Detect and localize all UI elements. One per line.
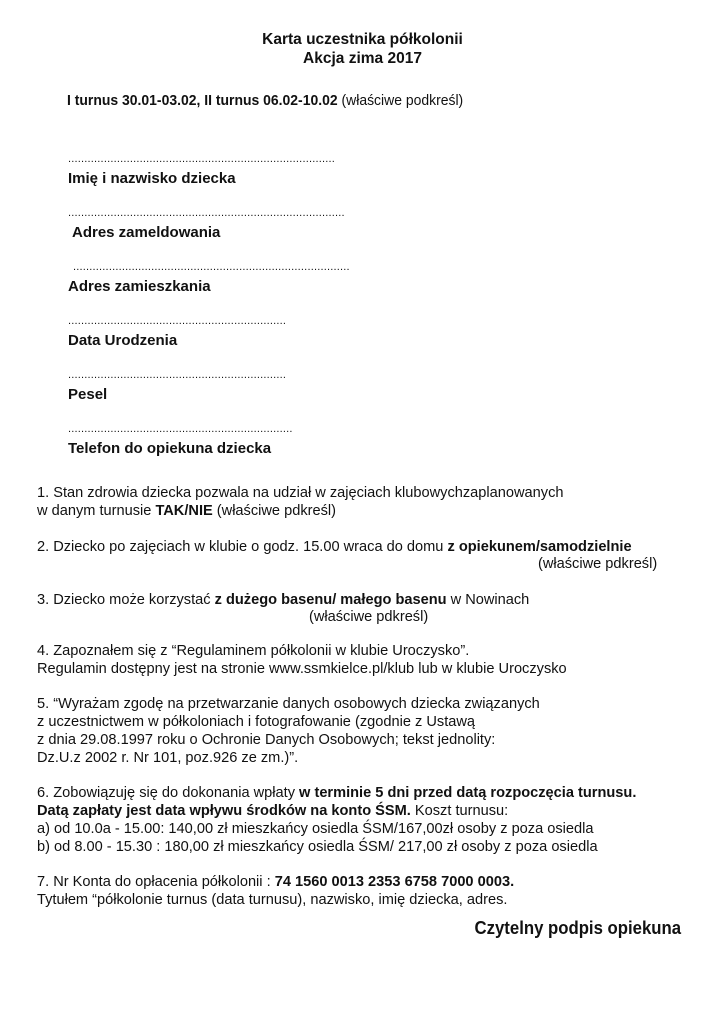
point-4-line-2: Regulamin dostępny jest na stronie www.ssmkielce.pl/klub lub w klubie Uroczysko (37, 661, 567, 677)
point-6-cost-heading: Koszt turnusu: (410, 803, 509, 819)
registered-address-input-line[interactable]: ..................................................................................... (68, 207, 345, 219)
point-6-option-a: a) od 10.0a - 15.00: 140,00 zł mieszkańcy osiedla ŚSM/167,00zł osoby z poza osiedla (37, 821, 594, 837)
point-3-note: (właściwe pdkreśl) (309, 609, 429, 625)
turnus-note: (właściwe podkreśl) (341, 92, 464, 109)
point-5-line-4: Dz.U.z 2002 r. Nr 101, poz.926 ze zm.)”. (37, 750, 299, 766)
guardian-phone-label: Telefon do opiekuna dziecka (68, 440, 272, 457)
point-2-text: 2. Dziecko po zajęciach w klubie o godz. 15.00 wraca do domu (37, 539, 448, 555)
point-6-payment-date: Datą zapłaty jest data wpływu środków na konto ŚSM. (37, 803, 411, 819)
point-2-note: (właściwe pdkreśl) (538, 556, 658, 572)
point-7-line-2: Tytułem “półkolonie turnus (data turnusu), nazwisko, imię dziecka, adres. (37, 892, 508, 908)
registered-address-label: Adres zameldowania (72, 224, 221, 241)
birth-date-input-line[interactable]: ................................................................... (68, 315, 287, 327)
point-1-line-2 (37, 502, 336, 520)
residence-address-label: Adres zamieszkania (68, 278, 211, 295)
pesel-input-line[interactable]: ................................................................... (68, 369, 287, 381)
point-6-line-1 (37, 784, 636, 802)
point-6-option-b: b) od 8.00 - 15.30 : 180,00 zł mieszkańcy osiedla ŚSM/ 217,00 zł osoby z poza osiedla (37, 839, 598, 855)
birth-date-label: Data Urodzenia (68, 332, 178, 349)
name-label: Imię i nazwisko dziecka (68, 170, 236, 187)
point-6-deadline: w terminie 5 dni przed datą rozpoczęcia turnusu. (299, 785, 637, 801)
residence-address-input-line[interactable]: ..................................................................................... (73, 261, 350, 273)
point-5-line-3: z dnia 29.08.1997 roku o Ochronie Danych Osobowych; tekst jednolity: (37, 732, 496, 748)
point-6-line-2 (37, 802, 508, 820)
point-7-line-1 (37, 873, 514, 891)
point-5-line-1: 5. “Wyrażam zgodę na przetwarzanie danych osobowych dziecka związanych (37, 696, 540, 712)
account-number: 74 1560 0013 2353 6758 7000 0003. (274, 874, 515, 890)
point-1-prefix: w danym turnusie (37, 503, 156, 519)
turnus-line (67, 92, 463, 109)
point-2-choice[interactable]: z opiekunem/samodzielnie (447, 539, 632, 555)
point-3-text: 3. Dziecko może korzystać (37, 592, 215, 608)
point-3-line-1 (37, 591, 529, 609)
point-3-choice[interactable]: z dużego basenu/ małego basenu (214, 592, 447, 608)
name-input-line[interactable]: .................................................................................. (68, 153, 336, 165)
guardian-signature-label: Czytelny podpis opiekuna (474, 918, 681, 938)
guardian-phone-input-line[interactable]: ..................................................................... (68, 423, 293, 435)
point-1-note: (właściwe pdkreśl) (212, 503, 336, 519)
point-5-line-2: z uczestnictwem w półkoloniach i fotografowanie (zgodnie z Ustawą (37, 714, 476, 730)
document-subtitle: Akcja zima 2017 (303, 50, 422, 67)
turnus-dates: I turnus 30.01-03.02, II turnus 06.02-10.02 (67, 92, 338, 109)
point-4-line-1: 4. Zapoznałem się z “Regulaminem półkolonii w klubie Uroczysko”. (37, 643, 470, 659)
point-1-line-1: 1. Stan zdrowia dziecka pozwala na udział w zajęciach klubowychzaplanowanych (37, 485, 564, 501)
point-7-text: 7. Nr Konta do opłacenia półkolonii : (37, 874, 275, 890)
point-6-text: 6. Zobowiązuję się do dokonania wpłaty (37, 785, 300, 801)
point-2-line-1 (37, 538, 632, 556)
pesel-label: Pesel (68, 386, 108, 403)
point-3-location: w Nowinach (446, 592, 530, 608)
document-title: Karta uczestnika półkolonii (262, 31, 463, 48)
point-1-choice[interactable]: TAK/NIE (155, 503, 213, 519)
